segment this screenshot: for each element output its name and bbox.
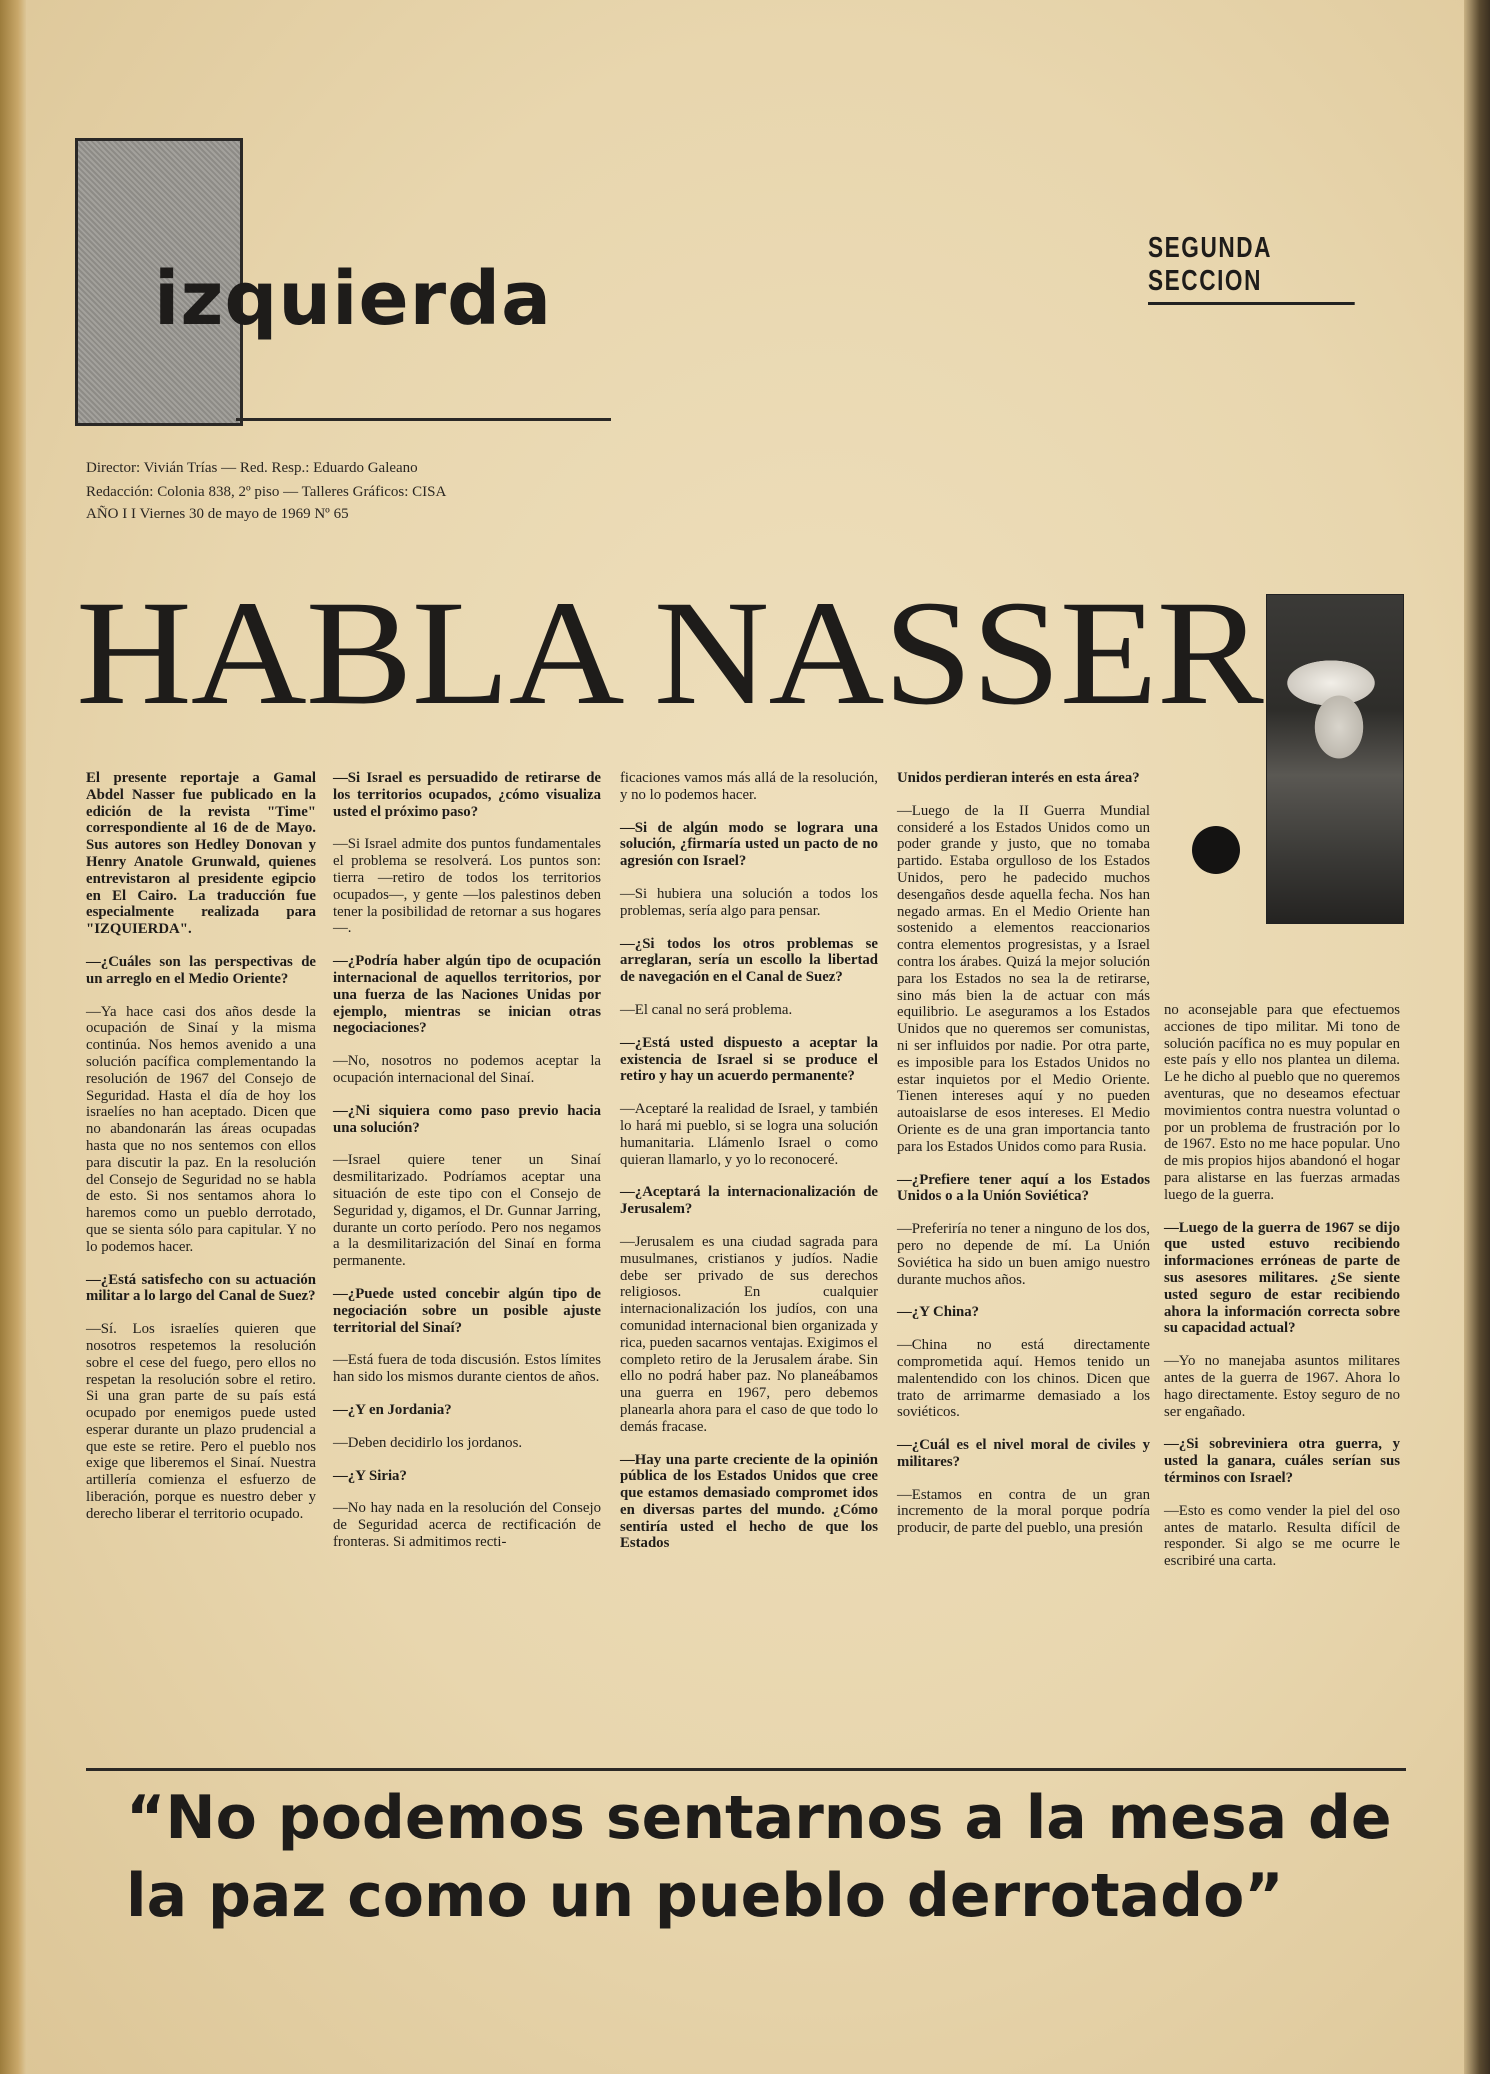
interview-question: —¿Está usted dispuesto a aceptar la existencia de Israel si se produce el retiro y hay un acuerdo permanente?: [620, 1034, 878, 1085]
interview-answer: —Israel quiere tener un Sinaí desmilitarizado. Podríamos aceptar una situación de este tipo con el Consejo de Seguridad y, digamos, el Dr. Gunnar Jarring, durante un corto período. Pero nos negamos a la desmilitarización del Sinaí en forma permanente.: [333, 1152, 601, 1270]
interview-answer: —Estamos en contra de un gran incremento de la moral porque podría producir, de parte del pueblo, una presión: [897, 1486, 1150, 1537]
masthead-rule: [236, 418, 611, 421]
interview-answer: —Ya hace casi dos años desde la ocupación de Sinaí y la misma continúa. Nos hemos avenido a una solución pacífica complementando la resolución de 1967 del Consejo de Seguridad. Hasta el día de hoy los israelíes no han aceptado. Dicen que no abandonarán las áreas ocupadas hasta que no nos sentemos con ellos para discutir la paz. En la resolución del Consejo de Seguridad no se habla de esto. Si nos sentamos ahora lo haremos como un pueblo derrotado, que se sienta sólo para capitular. Y no lo podemos hacer.: [86, 1003, 316, 1255]
pull-quote-line: la paz como un pueblo derrotado”: [126, 1861, 1284, 1931]
portrait-photo: [1266, 594, 1404, 924]
headline: HABLA NASSER: [76, 570, 1263, 736]
interview-question: —¿Si todos los otros problemas se arreglaran, sería un escollo la libertad de navegación en el Canal de Suez?: [620, 935, 878, 986]
interview-answer: —Si hubiera una solución a todos los problemas, sería algo para pensar.: [620, 885, 878, 919]
interview-question: —¿Puede usted concebir algún tipo de negociación sobre un posible ajuste territorial del Sinaí?: [333, 1285, 601, 1336]
interview-question: —¿Podría haber algún tipo de ocupación internacional de aquellos territorios, por una fuerza de las Naciones Unidas por ejemplo, mientras se inician otras negociaciones?: [333, 953, 601, 1037]
credits-line: Director: Vivián Trías — Red. Resp.: Eduardo Galeano: [86, 460, 418, 476]
text-column-4: [897, 770, 1150, 1553]
interview-question: —¿Y Siria?: [333, 1467, 407, 1484]
text-column-2: [333, 770, 601, 1567]
masthead-title: izquierda: [154, 256, 553, 342]
interview-question: —¿Está satisfecho con su actuación militar a lo largo del Canal de Suez?: [86, 1271, 316, 1305]
interview-answer: —Luego de la II Guerra Mundial consideré a los Estados Unidos como un poder grande y justo, que no tomaba partido. Estaba orgulloso de los Estados Unidos, pero he padecido muchos desengaños desde aquella fecha. Nos han negado armas. En el Medio Oriente han sostenido a elementos reaccionarios contra elementos progresistas, y a Israel contra los árabes. Quizá la mejor solución para los Estados no sea la de retirarse, sino más bien la de actuar con más equilibrio. Le aseguramos a los Estados Unidos que no queremos ser comunistas, ni ser influidos por nadie. Por otra parte, es imposible para los Estados Unidos no estar inquietos por el Medio Oriente. Tienen intereses aquí y no pueden autoaislarse de esos intereses. El Medio Oriente es de una gran importancia tanto para los Estados Unidos como para Rusia.: [897, 802, 1150, 1155]
interview-question: —¿Y en Jordania?: [333, 1401, 452, 1418]
interview-answer: —No hay nada en la resolución del Consejo de Seguridad acerca de rectificación de fronteras. Si admitimos recti-: [333, 1500, 601, 1550]
pull-quote-line: “No podemos sentarnos a la mesa de: [126, 1783, 1392, 1853]
issue-line: AÑO I I Viernes 30 de mayo de 1969 Nº 65: [86, 506, 349, 522]
binding-edge: [0, 0, 26, 2074]
text-column-5: [1164, 1002, 1400, 1586]
text-column-3: [620, 770, 878, 1568]
interview-answer: —Esto es como vender la piel del oso antes de matarlo. Resulta difícil de responder. Si algo se me ocurre le escribiré una carta.: [1164, 1502, 1400, 1570]
interview-answer: —Está fuera de toda discusión. Estos límites han sido los mismos durante cientos de años.: [333, 1352, 601, 1386]
section-label: SEGUNDA SECCION: [1148, 232, 1355, 305]
bullet-dot: [1192, 826, 1240, 874]
interview-answer: —Jerusalem es una ciudad sagrada para musulmanes, cristianos y judíos. Nadie debe ser privado de sus derechos religiosos. En cualquier internacionalización los judíos, con una comunidad internacional bien organizada y rica, pueden sacarnos ventajas. Exigimos el completo retiro de la Jerusalem árabe. Sin ello no podrá haber paz. No planeábamos una guerra en 1967, pero debemos planearla ahora para el caso de que todo lo demás fracase.: [620, 1233, 878, 1435]
interview-answer: —Sí. Los israelíes quieren que nosotros respetemos la resolución sobre el cese del fuego, pero ellos no respetan la resolución sobre el retiro. Si una gran parte de su país está ocupado por enemigos puede usted esperar durante un plazo prudencial a que este se retire. Pero el pueblo nos exige que liberemos el Sinaí. Nuestra artillería comienza el esfuerzo de liberación, porque es nuestro deber y derecho liberar el territorio ocupado.: [86, 1321, 316, 1522]
interview-question: —Si de algún modo se lograra una solución, ¿firmaría usted un pacto de no agresión con Israel?: [620, 819, 878, 870]
interview-question: —¿Y China?: [897, 1304, 980, 1321]
interview-question: —Hay una parte creciente de la opinión pública de los Estados Unidos que cree que estamos demasiado compromet idos en diversas partes del mundo. ¿Cómo sentiría usted el hecho de que los Estados: [620, 1451, 878, 1552]
interview-answer: no aconsejable para que efectuemos acciones de tipo militar. Mi tono de solución pacífica no es muy popular en este país y ello nos plantea un dilema. Le he dicho al pueblo que no queremos aventuras, que no deseamos efectuar movimientos contra nuestra voluntad o por un problema de frustración por lo de 1967. Esto no me hace popular. Uno de mis propios hijos abandonó el hogar para alistarse en las fuerzas armadas luego de la guerra.: [1164, 1002, 1400, 1203]
interview-answer: —China no está directamente comprometida aquí. Hemos tenido un malentendido con los chinos. Dicen que trato de arrimarme demasiado a los soviéticos.: [897, 1337, 1150, 1421]
interview-answer: —Deben decidirlo los jordanos.: [333, 1434, 523, 1451]
interview-answer: —Preferiría no tener a ninguno de los dos, pero no depende de mí. La Unión Soviética ha sido un buen amigo nuestro durante muchos años.: [897, 1221, 1150, 1288]
interview-question: El presente reportaje a Gamal Abdel Nasser fue publicado en la edición de la revista "Time" correspondiente al 16 de de Mayo. Sus autores son Hedley Donovan y Henry Anatole Grunwald, quienes entrevistaron al presidente egipcio en El Cairo. La traducción fue especialmente realizada para "IZQUIERDA".: [86, 770, 316, 938]
interview-question: —Si Israel es persuadido de retirarse de los territorios ocupados, ¿cómo visualiza usted el próximo paso?: [333, 770, 601, 820]
interview-answer: —Aceptaré la realidad de Israel, y también lo hará mi pueblo, si se logra una solución humanitaria. Llámenlo Israel o como quieran llamarlo, y yo lo reconoceré.: [620, 1101, 878, 1168]
interview-answer: —No, nosotros no podemos aceptar la ocupación internacional del Sinaí.: [333, 1053, 601, 1086]
interview-question: —¿Prefiere tener aquí a los Estados Unidos o a la Unión Soviética?: [897, 1171, 1150, 1205]
interview-question: Unidos perdieran interés en esta área?: [897, 770, 1140, 786]
page-edge: [1464, 0, 1490, 2074]
text-column-1: [86, 770, 316, 1539]
interview-question: —¿Cuál es el nivel moral de civiles y militares?: [897, 1437, 1150, 1470]
interview-question: —¿Si sobreviniera otra guerra, y usted la ganara, cuáles serían sus términos con Israel?: [1164, 1436, 1400, 1486]
interview-answer: ficaciones vamos más allá de la resolución, y no lo podemos hacer.: [620, 770, 878, 803]
interview-question: —¿Cuáles son las perspectivas de un arreglo en el Medio Oriente?: [86, 953, 316, 987]
interview-answer: —Si Israel admite dos puntos fundamentales el problema se resolverá. Los puntos son: tierra —retiro de todos los territorios ocupados—, y gente —los palestinos deben tener la posibilidad de retornar a sus hogares—.: [333, 836, 601, 937]
interview-question: —¿Aceptará la internacionalización de Jerusalem?: [620, 1184, 878, 1218]
pull-quote: [86, 1768, 1406, 1931]
interview-answer: —El canal no será problema.: [620, 1001, 793, 1018]
interview-answer: —Yo no manejaba asuntos militares antes de la guerra de 1967. Ahora lo hago directamente. Estoy seguro de no ser engañado.: [1164, 1353, 1400, 1420]
pull-quote-text: [126, 1779, 1392, 1935]
credits-line: Redacción: Colonia 838, 2º piso — Talleres Gráficos: CISA: [86, 484, 447, 500]
interview-question: —¿Ni siquiera como paso previo hacia una solución?: [333, 1102, 601, 1136]
interview-question: —Luego de la guerra de 1967 se dijo que usted estuvo recibiendo informaciones erróneas de parte de sus asesores militares. ¿Se siente usted seguro de estar recibiendo ahora la información correcta sobre su capacidad actual?: [1164, 1219, 1400, 1337]
